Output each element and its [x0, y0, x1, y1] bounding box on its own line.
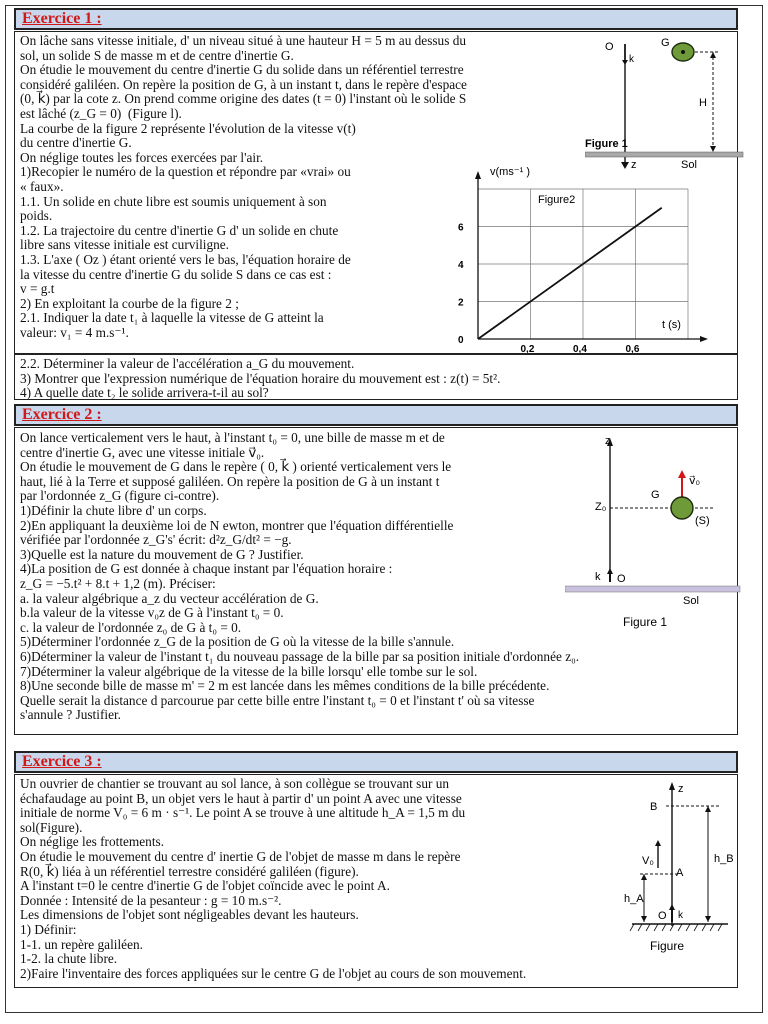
- fig-ex2-k-label: k: [595, 571, 601, 583]
- exercise-2-line: 3)Quelle est la nature du mouvement de G ? Justifier.: [20, 546, 304, 562]
- exercise-1-text: [20, 34, 467, 340]
- fig-ex2-z0-label: Z₀: [595, 501, 607, 513]
- chart-y-axis-label: v(ms⁻¹ ): [490, 166, 531, 178]
- exercise-3-line: On étudie le mouvement du centre d' inertie G de l'objet de masse m dans le repère: [20, 848, 461, 864]
- chart-y-tick-label: 6: [458, 222, 464, 234]
- exercise-3-line: On néglige les frottements.: [20, 834, 165, 850]
- exercise-2-line: vérifiée par l'ordonnée z_G's' écrit: d²z_G/dt² = −g.: [20, 532, 292, 548]
- chart-x-tick-label: 0,4: [573, 344, 587, 353]
- exercise-2-line: 4)La position de G est donnée à chaque instant par l'équation horaire :: [20, 561, 393, 577]
- exercise-2-line: On étudie le mouvement de G dans le repère ( 0, k⃗ ) orienté verticalement vers le: [20, 459, 452, 475]
- exercise-3-line: échafaudage au point B, un objet vers le haut à partir d' un point A avec une vitesse: [20, 790, 462, 806]
- chart-y-tick-label: 2: [458, 297, 464, 309]
- exercise-1-line: 4) A quelle date t₂ le solide arrivera-t-il au sol?: [20, 385, 269, 401]
- exercise-2-line: c. la valeur de l'ordonnée z₀ de G à t₀ = 0.: [20, 619, 242, 635]
- exercise-2-line: 6)Déterminer la valeur de l'instant t₁ du nouveau passage de la bille par sa position initiale d'ordonnée z₀.: [20, 648, 580, 664]
- chart-x-tick-label: 0,6: [625, 344, 640, 353]
- fig-ex3-o-label: O: [658, 910, 667, 922]
- fig1-ground: [585, 152, 743, 157]
- exercise-2-line: On lance verticalement vers le haut, à l'instant t₀ = 0, une bille de masse m et de: [20, 430, 445, 445]
- exercise-1-line: 1.1. Un solide en chute libre est soumis uniquement à son: [20, 193, 327, 209]
- fig-ex3-z-label: z: [678, 783, 684, 795]
- fig1-ground-label: Sol: [681, 159, 697, 171]
- exercise-1-line: On néglige toutes les forces exercées par l'air.: [20, 149, 264, 165]
- exercise-2-line: 8)Une seconde bille de masse m' = 2 m est lancée dans les mêmes conditions de la bille précédente.: [20, 678, 550, 694]
- exercise-3-line: 1-1. un repère galiléen.: [20, 936, 143, 952]
- exercise-1-line: considéré galiléen. On repère la position de G, à un instant t, dans le repère d'espace: [20, 76, 467, 92]
- fig-ex2-g-label: G: [651, 489, 660, 501]
- exercise-1-figure-1: [585, 34, 745, 174]
- fig-ex3-b-label: B: [650, 801, 658, 813]
- fig-ex3-v0-label: V₀: [642, 855, 654, 867]
- exercise-2-line: a. la valeur algébrique a_z du vecteur accélération de G.: [20, 590, 319, 606]
- exercise-3-text: [20, 777, 526, 981]
- exercise-3-header: [14, 751, 738, 773]
- exercise-1-line: On lâche sans vitesse initiale, d' un niveau situé à une hauteur H = 5 m au dessus du: [20, 33, 467, 48]
- exercise-1-line: libre sans vitesse initiale est curviligne.: [20, 237, 230, 253]
- exercise-2-line: haut, lié à la Terre et supposé galiléen. On repère la position de G à un instant t: [20, 473, 440, 489]
- exercise-1-line: du centre d'inertie G.: [20, 135, 132, 151]
- exercise-3-line: Un ouvrier de chantier se trouvant au sol lance, à son collègue se trouvant sur un: [20, 776, 450, 791]
- exercise-2-line: Quelle serait la distance d parcourue par cette bille entre l'instant t₀ = 0 et l'instant t' où sa vitesse: [20, 692, 535, 708]
- exercise-2-text: [20, 431, 579, 723]
- exercise-2-line: 5)Déterminer l'ordonnée z_G de la position de G où la vitesse de la bille s'annule.: [20, 634, 455, 650]
- exercise-3-title: Exercice 3 :: [22, 753, 102, 770]
- exercise-2-line: 2)En appliquant la deuxième loi de N ewton, montrer que l'équation différentielle: [20, 517, 454, 533]
- fig1-z-label: z: [631, 159, 637, 171]
- exercise-3-line: A l'instant t=0 le centre d'inertie G de l'objet coïncide avec le point A.: [20, 878, 390, 894]
- chart-y-tick-label: 0: [458, 335, 464, 346]
- exercise-1-line: sol, un solide S de masse m et de centre d'inertie G.: [20, 47, 294, 63]
- exercise-3-figure: [610, 776, 745, 956]
- exercise-1-line: la vitesse du centre d'inertie G du solide S dans ce cas est :: [20, 266, 332, 282]
- chart-x-tick-label: 0,2: [520, 344, 535, 353]
- chart-title: Figure2: [538, 194, 576, 206]
- fig-ex3-ha-label: h_A: [624, 893, 644, 905]
- exercise-3-line: initiale de norme V₀ = 6 m · s⁻¹. Le point A se trouve à une altitude h_A = 1,5 m du: [20, 805, 466, 821]
- fig-ex2-ground-label: Sol: [683, 595, 699, 607]
- exercise-1-line: 1.2. La trajectoire du centre d'inertie G d' un solide en chute: [20, 222, 339, 238]
- fig-ex2-v0-label: v⃗₀: [689, 475, 701, 487]
- fig-ex2-s-label: (S): [695, 515, 710, 527]
- fig-ex3-hb-label: h_B: [714, 853, 734, 865]
- exercise-3-line: Les dimensions de l'objet sont négligeables devant les hauteurs.: [20, 907, 359, 923]
- exercise-1-line: La courbe de la figure 2 représente l'évolution de la vitesse v(t): [20, 120, 356, 136]
- exercise-1-line: 2) En exploitant la courbe de la figure 2 ;: [20, 295, 239, 311]
- fig-ex3-k-label: k: [678, 910, 683, 921]
- exercise-1-line: 2.1. Indiquer la date t₁ à laquelle la vitesse de G atteint la: [20, 310, 324, 326]
- exercise-2-line: centre d'inertie G, avec une vitesse initiale v⃗₀.: [20, 444, 265, 460]
- exercise-1-line: poids.: [20, 208, 53, 224]
- exercise-2-line: b.la valeur de la vitesse v₀z de G à l'instant t₀ = 0.: [20, 605, 284, 621]
- exercise-1-line: 1)Recopier le numéro de la question et répondre par «vrai» ou: [20, 164, 351, 180]
- exercise-2-line: z_G = −5.t² + 8.t + 1,2 (m). Préciser:: [20, 575, 216, 591]
- exercise-1-title: Exercice 1 :: [22, 10, 102, 27]
- exercise-3-line: 1) Définir:: [20, 921, 77, 937]
- fig-ex3-ground-hatch: [630, 924, 722, 931]
- chart-x-axis-label: t (s): [662, 319, 681, 331]
- exercise-1-line: 3) Montrer que l'expression numérique de l'équation horaire du mouvement est : z(t) = 5t².: [20, 370, 501, 386]
- chart-y-tick-label: 4: [458, 260, 464, 271]
- fig-ex2-o-label: O: [617, 573, 626, 585]
- exercise-3-line: 2)Faire l'inventaire des forces appliquées sur le centre G de l'objet au cours de son mouvement.: [20, 965, 527, 981]
- fig1-k-label: k: [629, 54, 634, 65]
- fig-ex3-caption: Figure: [650, 939, 685, 953]
- fig1-caption: Figure 1: [585, 138, 628, 150]
- exercise-1-velocity-chart: [450, 163, 710, 353]
- chart-series-line: [478, 208, 662, 339]
- fig-ex2-ball: [671, 497, 693, 519]
- fig1-g-label: G: [661, 37, 670, 49]
- fig-ex2-z-label: z: [605, 435, 611, 447]
- exercise-1-line: est lâché (z_G = 0) (Figure l).: [20, 105, 182, 121]
- exercise-2-header: [14, 404, 738, 426]
- exercise-1-line: « faux».: [20, 178, 64, 194]
- exercise-1-line: v = g.t: [20, 281, 55, 297]
- fig1-origin-label: O: [605, 41, 614, 53]
- exercise-2-line: 1)Définir la chute libre d' un corps.: [20, 502, 207, 518]
- exercise-1-line: 2.2. Déterminer la valeur de l'accélération a_G du mouvement.: [20, 356, 355, 371]
- exercise-1-header: [14, 8, 738, 30]
- fig-ex3-a-label: A: [676, 867, 684, 879]
- exercise-1-line: 1.3. L'axe ( Oz ) étant orienté vers le bas, l'équation horaire de: [20, 251, 351, 267]
- exercise-1-questions-continued: [20, 357, 500, 401]
- exercise-2-line: 7)Déterminer la valeur algébrique de la vitesse de la bille lorsqu' elle tombe sur le sol.: [20, 663, 478, 679]
- exercise-3-line: R(0, k⃗) liéa à un référentiel terrestre considéré galiléen (figure).: [20, 863, 359, 879]
- exercise-3-line: Donnée : Intensité de la pesanteur : g = 10 m.s⁻².: [20, 892, 282, 908]
- exercise-1-line: On étudie le mouvement du centre d'inertie G du solide dans un référentiel terrestre: [20, 62, 464, 78]
- fig-ex2-ground: [565, 586, 740, 592]
- exercise-3-line: 1-2. la chute libre.: [20, 951, 118, 967]
- exercise-2-line: s'annule ? Justifier.: [20, 707, 121, 723]
- exercise-2-figure: [565, 432, 745, 632]
- exercise-2-line: par l'ordonnée z_G (figure ci-contre).: [20, 488, 220, 504]
- fig-ex2-caption: Figure 1: [623, 615, 668, 629]
- exercise-3-line: sol(Figure).: [20, 819, 83, 835]
- fig1-h-label: H: [699, 97, 707, 109]
- exercise-2-title: Exercice 2 :: [22, 406, 102, 423]
- exercise-1-line: valeur: v₁ = 4 m.s⁻¹.: [20, 324, 129, 340]
- exercise-1-line: (0, k⃗) par la cote z. On prend comme origine des dates (t = 0) l'instant où le solide S: [20, 91, 467, 107]
